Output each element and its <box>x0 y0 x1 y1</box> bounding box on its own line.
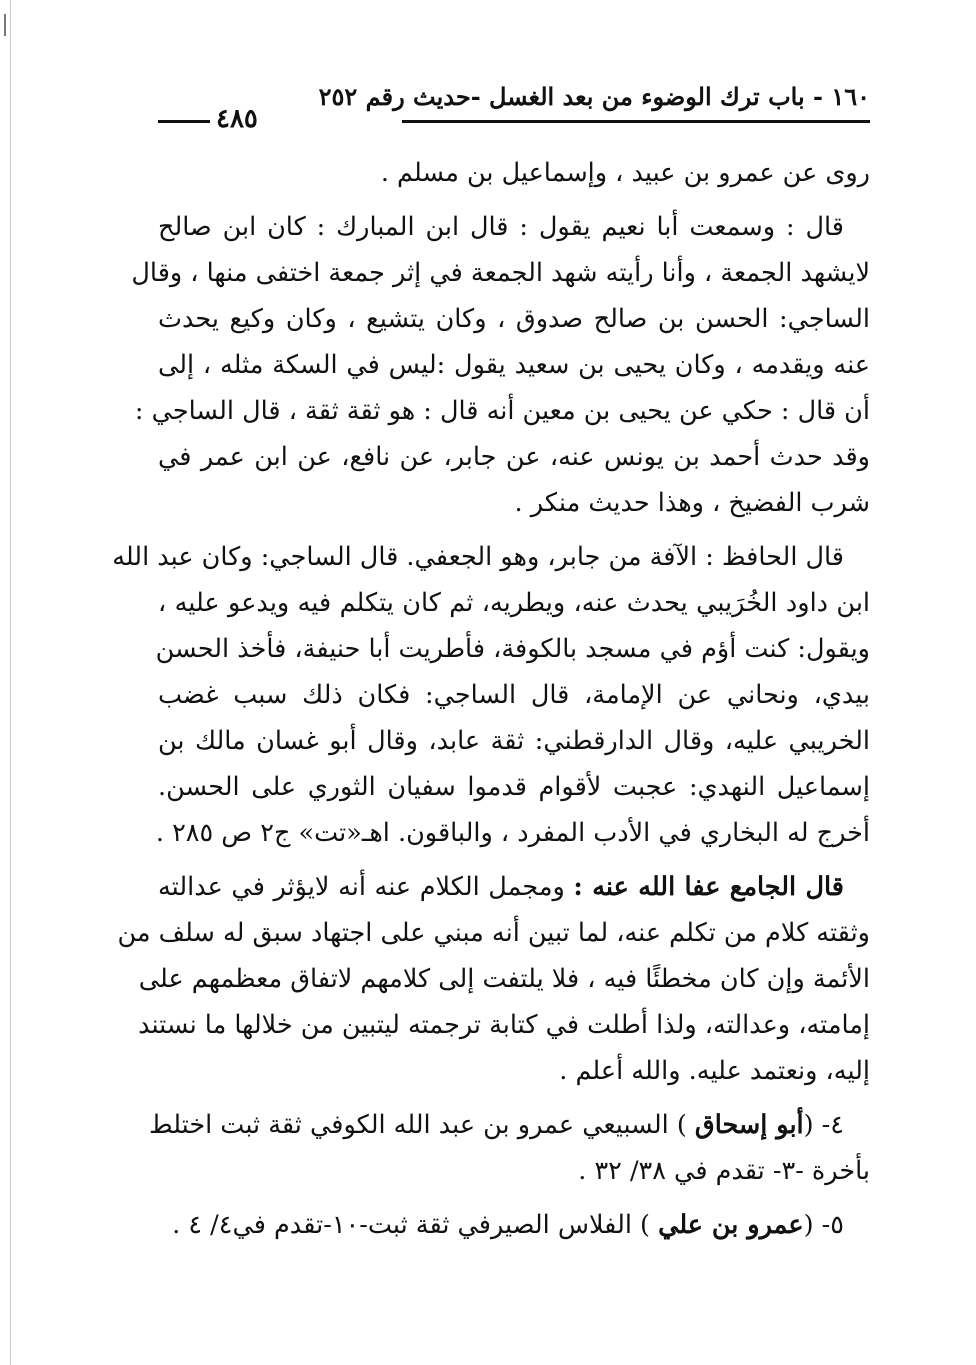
narrator-name: أبو إسحاق <box>694 1110 804 1140</box>
text-line: الخريبي عليه، وقال الدارقطني: ثقة عابد، وقال أبو غسان مالك بن <box>158 726 870 756</box>
header-rule <box>402 120 870 123</box>
text-line: بأخرة -٣- تقدم في ٣٨/ ٣٢ . <box>578 1156 870 1186</box>
paragraph-5 <box>149 1102 870 1194</box>
page-number: ٤٨٥ <box>216 104 258 134</box>
text-line: إليه، ونعتمد عليه. والله أعلم . <box>559 1056 870 1086</box>
paragraph-4 <box>117 864 870 1094</box>
text-line: الأئمة وإن كان مخطئًا فيه ، فلا يلتفت إلى كلامهم لاتفاق معظمهم على <box>138 964 870 994</box>
text-line: ويقول: كنت أؤم في مسجد بالكوفة، فأطريت أبا حنيفة، فأخذ الحسن <box>155 634 870 664</box>
text-line: عنه ويقدمه ، وكان يحيى بن سعيد يقول :ليس في السكة مثله ، إلى <box>158 350 870 380</box>
text-line: شرب الفضيخ ، وهذا حديث منكر . <box>514 488 870 518</box>
body-text <box>112 150 870 1256</box>
text-line: إمامته، وعدالته، ولذا أطلت في كتابة ترجمته ليتبين من خلالها ما نستند <box>138 1010 870 1040</box>
item-prefix: ٥- ( <box>803 1210 844 1240</box>
text-line: أن قال : حكي عن يحيى بن معين أنه قال : هو ثقة ثقة ، قال الساجي : <box>134 396 870 426</box>
text-line: ابن داود الخُرَيبي يحدث عنه، ويطريه، ثم كان يتكلم فيه ويدعو عليه ، <box>158 588 870 618</box>
text-line: إسماعيل النهدي: عجبت لأقوام قدموا سفيان الثوري على الحسن. <box>158 772 870 802</box>
text-line <box>158 864 870 910</box>
text-line: روى عن عمرو بن عبيد ، وإسماعيل بن مسلم . <box>380 158 870 188</box>
text-fragment: ومجمل الكلام عنه أنه لايؤثر في عدالته <box>158 872 565 902</box>
paragraph-2 <box>131 204 870 526</box>
text-line: بيدي، ونحاني عن الإمامة، قال الساجي: فكان ذلك سبب غضب <box>158 680 870 710</box>
header-title: ١٦٠ - باب ترك الوضوء من بعد الغسل -حديث رقم ٢٥٢ <box>318 82 870 111</box>
item-prefix: ٤- ( <box>803 1110 844 1140</box>
text-fragment: ) الفلاس الصيرفي ثقة ثبت-١٠-تقدم في٤/ ٤ . <box>172 1210 650 1240</box>
text-line: لايشهد الجمعة ، وأنا رأيته شهد الجمعة في إثر جمعة اختفى منها ، وقال <box>131 258 870 288</box>
paragraph-3 <box>112 534 870 856</box>
header-rule-short <box>158 120 210 123</box>
text-line: قال الحافظ : الآفة من جابر، وهو الجعفي. قال الساجي: وكان عبد الله <box>112 542 844 572</box>
text-line: وثقته كلام من تكلم عنه، لما تبين أنه مبني على اجتهاد سبق له سلف من <box>117 918 870 948</box>
page-edge-line <box>10 0 11 1365</box>
text-line <box>149 1102 870 1148</box>
page-edge-mark <box>4 14 6 36</box>
paragraph-1 <box>158 150 870 196</box>
text-fragment: ) السبيعي عمرو بن عبد الله الكوفي ثقة ثبت اختلط <box>149 1110 687 1140</box>
author-note-lead: قال الجامع عفا الله عنه : <box>573 872 844 902</box>
text-line: وقد حدث أحمد بن يونس عنه، عن جابر، عن نافع، عن ابن عمر في <box>158 442 870 472</box>
paragraph-6 <box>158 1202 870 1248</box>
text-line: الساجي: الحسن بن صالح صدوق ، وكان يتشيع ، وكان وكيع يحدث <box>158 304 870 334</box>
text-line: أخرج له البخاري في الأدب المفرد ، والباقون. اهـ«تت» ج٢ ص ٢٨٥ . <box>155 818 870 848</box>
text-line <box>158 1202 870 1248</box>
narrator-name: عمرو بن علي <box>658 1210 804 1240</box>
text-line: قال : وسمعت أبا نعيم يقول : قال ابن المبارك : كان ابن صالح <box>158 212 844 242</box>
running-header <box>158 82 870 142</box>
